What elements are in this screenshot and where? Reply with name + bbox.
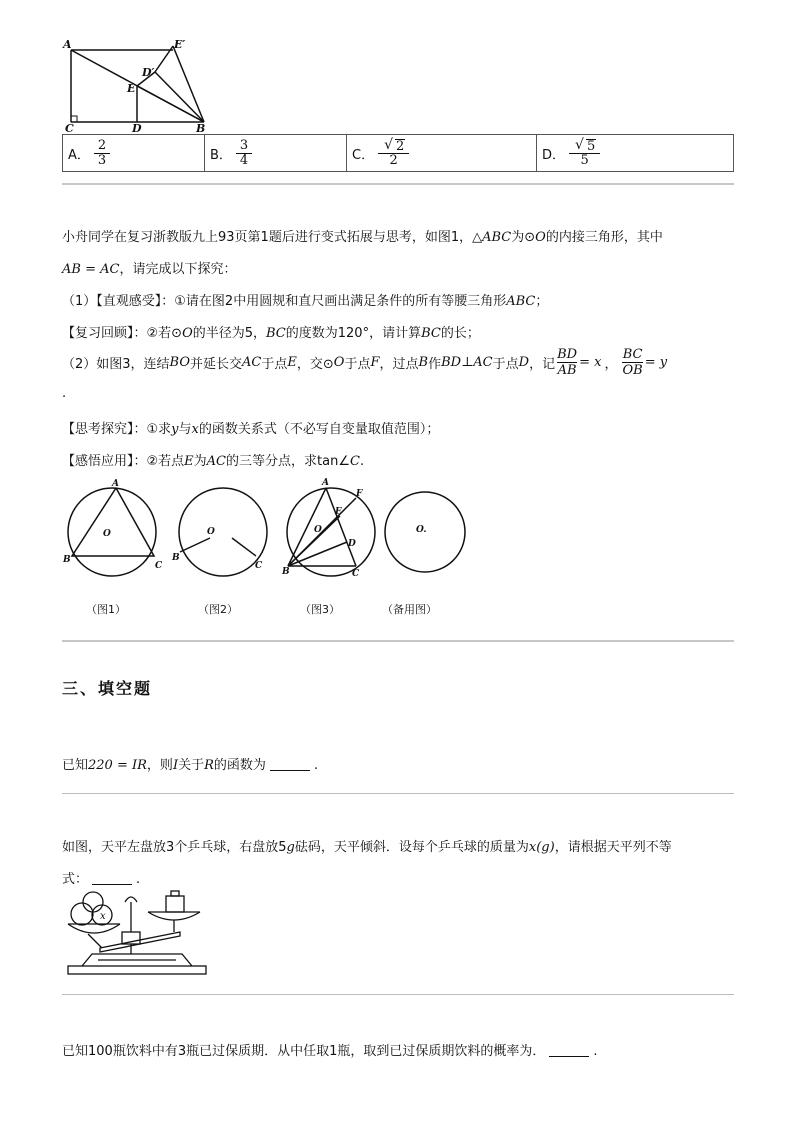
option-c-sqrt: √ 2 (384, 137, 405, 154)
circle-figures (60, 476, 480, 586)
label-A: A (63, 38, 72, 51)
divider (62, 183, 734, 185)
fraction-bc-ob: BC OB (622, 346, 643, 378)
section-title: 三、填空题 (62, 679, 153, 698)
label-E-prime: E′ (174, 38, 186, 51)
svg-text:O: O (314, 525, 322, 535)
svg-text:C: C (352, 569, 360, 579)
option-d-sqrt: √ 5 (575, 137, 596, 154)
caption-fig4: （备用图） (382, 603, 437, 616)
answer-blank-2[interactable] (92, 884, 132, 885)
fill-question-2-line2: 式： . (62, 872, 141, 887)
svg-text:C: C (155, 561, 163, 571)
divider (62, 640, 734, 642)
option-b-numerator: 3 (239, 137, 249, 153)
option-c-denominator: 2 (389, 153, 398, 168)
answer-blank-3[interactable] (549, 1056, 589, 1057)
option-b[interactable]: B． $\frac{3}{4}$ (205, 135, 347, 171)
label-B: B (196, 122, 206, 135)
label-C: C (65, 122, 74, 135)
label-D: D (132, 122, 142, 135)
problem-condition: AB = AC，请完成以下探究： (62, 262, 237, 277)
svg-text:O: O (103, 529, 111, 539)
think-question: 【思考探究】：①求y与x的函数关系式（不必写自变量取值范围）； (62, 422, 440, 437)
option-c[interactable]: C． √ 2 2 (347, 135, 537, 171)
rectangle-fold-figure (60, 36, 220, 136)
svg-text:C: C (255, 561, 263, 571)
svg-text:A: A (112, 479, 119, 489)
caption-fig1: （图1） (86, 603, 126, 616)
option-b-denominator: 4 (239, 152, 249, 168)
fill-question-1: 已知220 = IR，则I关于R的函数为 . (62, 758, 319, 773)
problem-intro: 小舟同学在复习浙教版九上93页第1题后进行变式拓展与思考，如图1，△ABC为⊙O的内接三角形，其中 (62, 230, 663, 245)
option-d-denominator: 5 (580, 153, 589, 168)
review-question: 【复习回顾】：②若⊙O的半径为5，BC的度数为120°，请计算BC的长； (62, 326, 480, 341)
svg-text:D: D (348, 539, 356, 549)
option-d[interactable]: D． √ 5 5 (537, 135, 733, 171)
option-a-denominator: 3 (97, 152, 107, 168)
svg-text:B: B (282, 567, 290, 577)
period-mark: . (62, 386, 67, 401)
svg-text:F: F (356, 489, 363, 499)
label-E: E (127, 82, 136, 95)
balance-scale-illustration (62, 888, 212, 980)
divider (62, 994, 734, 995)
svg-text:B: B (172, 553, 180, 563)
fraction-bd-ab: BD AB (557, 346, 578, 378)
svg-text:A: A (322, 478, 329, 488)
question-2: （2）如图3，连结 BO 并延长交 AC 于点 E ，交⊙ O 于点 F ，过点 B 作 BD⊥AC 于点 D ，记 BD AB = x ， BC OB = y (62, 346, 668, 378)
svg-text:O: O (207, 527, 215, 537)
svg-text:E: E (335, 507, 342, 517)
caption-fig2: （图2） (198, 603, 238, 616)
fill-question-2-line1: 如图，天平左盘放3个乒乓球，右盘放5g砝码，天平倾斜．设每个乒乓球的质量为x(g)，请根据天平列不等 (62, 840, 672, 855)
divider (62, 793, 734, 794)
answer-options (62, 134, 734, 172)
ball-label: x (100, 911, 106, 922)
svg-text:O.: O. (416, 525, 427, 535)
fill-question-3: 已知100瓶饮料中有3瓶已过保质期．从中任取1瓶，取到已过保质期饮料的概率为． . (62, 1044, 598, 1059)
svg-text:B: B (63, 555, 71, 565)
caption-fig3: （图3） (300, 603, 340, 616)
apply-question: 【感悟应用】：②若点E为AC的三等分点，求tan∠C. (62, 454, 365, 469)
question-1: （1）【直观感受】：①请在图2中用圆规和直尺画出满足条件的所有等腰三角形ABC； (62, 294, 549, 309)
answer-blank-1[interactable] (270, 770, 310, 771)
option-a[interactable]: A． $\frac{2}{3}$ (63, 135, 205, 171)
option-a-numerator: 2 (97, 137, 107, 153)
label-D-prime: D′ (142, 66, 155, 79)
